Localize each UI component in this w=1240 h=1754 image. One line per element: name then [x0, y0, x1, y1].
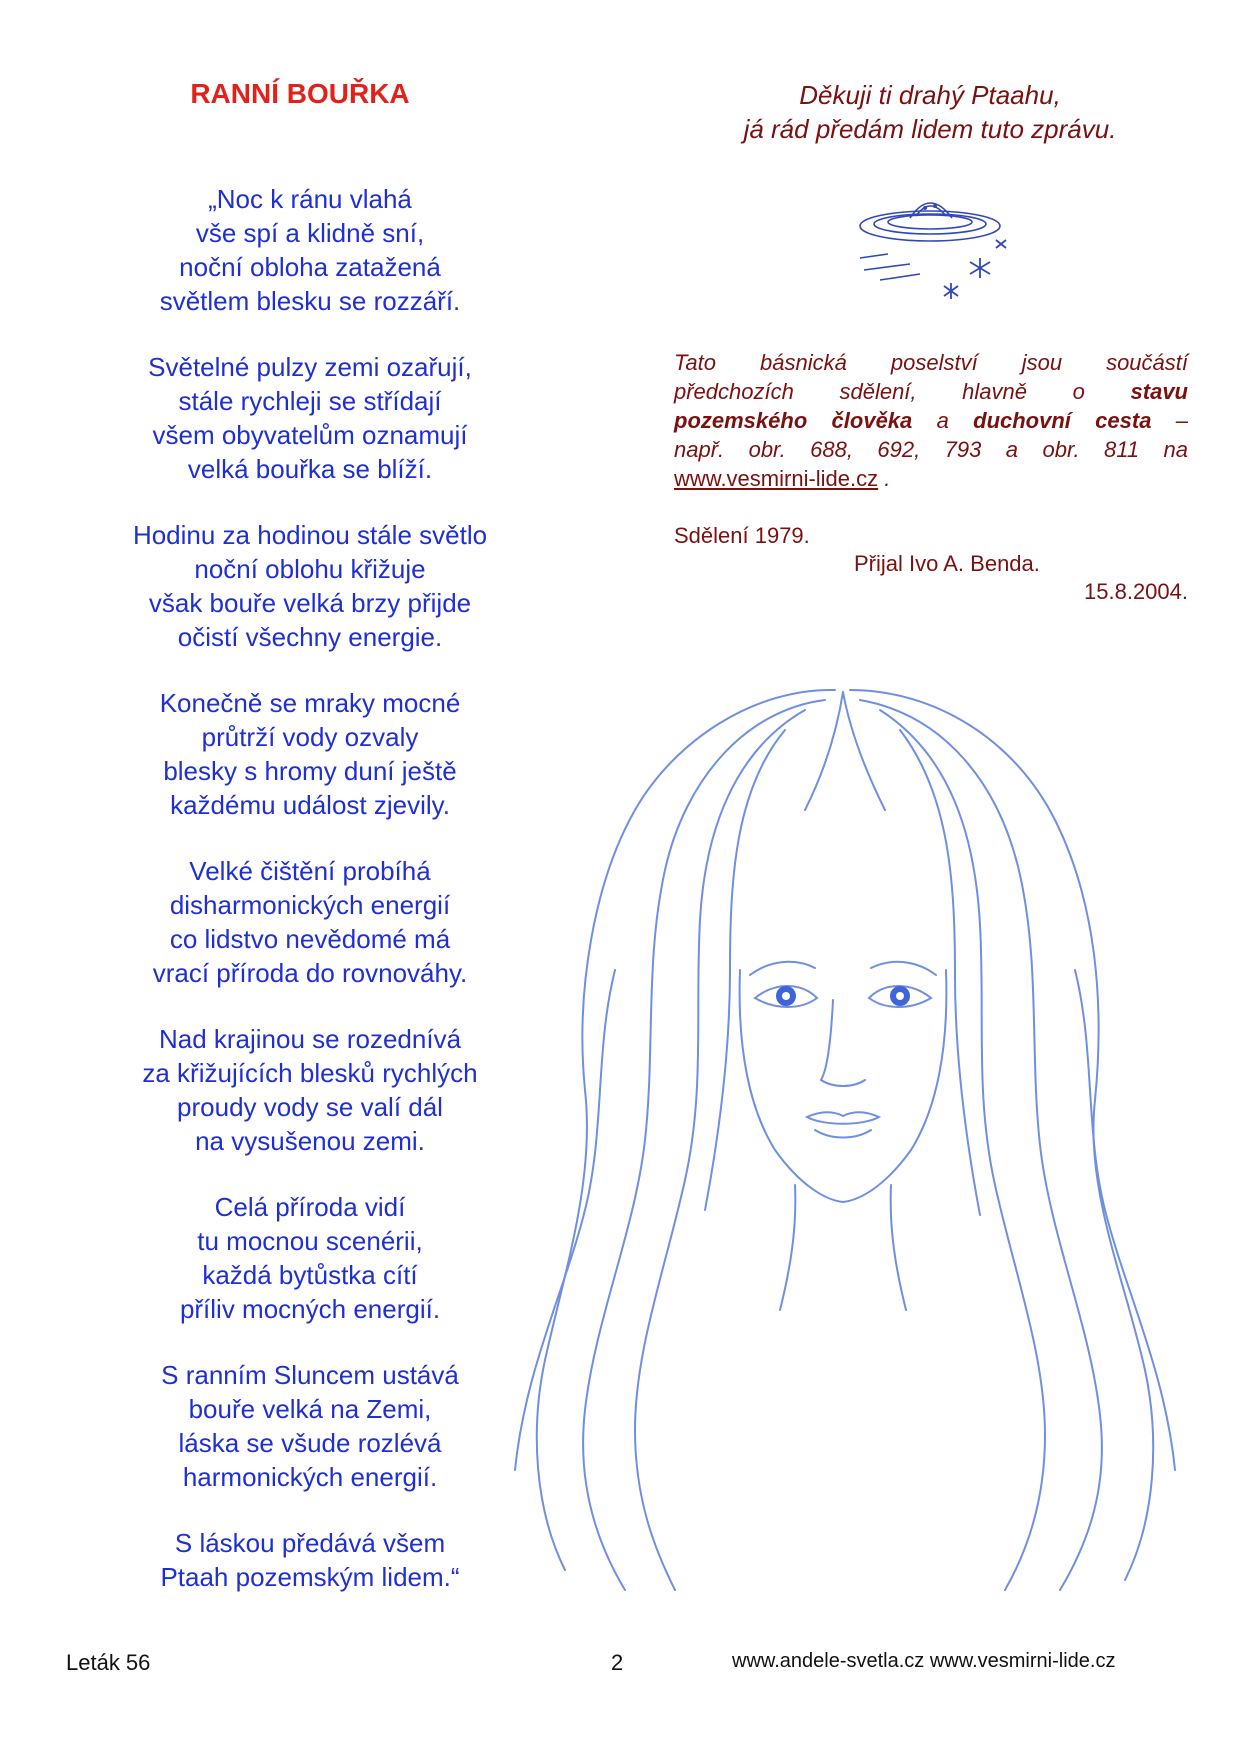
footer-websites: www.andele-svetla.cz www.vesmirni-lide.cz [732, 1650, 1116, 1672]
info-line-1: Tato básnická poselství jsou součástí [674, 350, 1188, 375]
footer-page-number: 2 [611, 1650, 624, 1675]
poem-line: „Noc k ránu vlahá [208, 184, 412, 214]
info-text: a [936, 408, 949, 433]
poem-line: vše spí a klidně sní, [195, 218, 425, 248]
poem-stanza [100, 1190, 520, 1326]
poem-line: očistí všechny energie. [177, 622, 443, 652]
poem-line: na vysušenou zemi. [195, 1126, 425, 1156]
info-bold: pozemského člověka [674, 408, 913, 433]
poem-line: světlem blesku se rozzáří. [159, 286, 461, 316]
info-bold: stavu [1130, 379, 1188, 404]
info-line-2 [674, 377, 1188, 406]
poem-stanza [100, 1022, 520, 1158]
poem-line: co lidstvo nevědomé má [169, 924, 451, 954]
poem-line: proudy vody se valí dál [177, 1092, 443, 1122]
poem-line: harmonických energií. [182, 1462, 438, 1492]
poem-line: velká bouřka se blíží. [187, 454, 433, 484]
poem-line: Ptaah pozemským lidem.“ [160, 1562, 460, 1592]
info-text: – [1175, 408, 1188, 433]
portrait-sketch [505, 670, 1185, 1600]
poem-line: tu mocnou scenérii, [197, 1226, 423, 1256]
poem-line: noční obloha zatažená [179, 252, 441, 282]
poem [100, 182, 520, 1626]
poem-line: za křižujících blesků rychlých [142, 1058, 478, 1088]
thanks-note [680, 78, 1180, 146]
poem-stanza [100, 518, 520, 654]
sdeleni-year: Sdělení 1979. [674, 523, 810, 548]
poem-stanza [100, 182, 520, 318]
received-by: Přijal Ivo A. Benda. [854, 551, 1040, 576]
poem-line: každému událost zjevily. [170, 790, 450, 820]
poem-line: S ranním Sluncem ustává [161, 1360, 459, 1390]
info-line-3 [674, 406, 1188, 435]
info-bold: duchovní cesta [973, 408, 1152, 433]
info-paragraph [674, 348, 1188, 493]
info-line-4: např. obr. 688, 692, 793 a obr. 811 na [674, 437, 1188, 462]
signature-block [674, 522, 1188, 606]
info-link[interactable]: www.vesmirni-lide.cz [674, 466, 879, 491]
poem-stanza [100, 686, 520, 822]
poem-stanza [100, 854, 520, 990]
info-text: předchozích sdělení, hlavně o [674, 379, 1085, 404]
poem-line: Velké čištění probíhá [189, 856, 431, 886]
poem-line: bouře velká na Zemi, [188, 1394, 432, 1424]
footer-leaflet-number: Leták 56 [66, 1650, 151, 1675]
poem-line: S láskou předává všem [174, 1528, 446, 1558]
poem-line: láska se všude rozlévá [178, 1428, 442, 1458]
ufo-illustration [840, 188, 1020, 318]
poem-line: stále rychleji se střídají [178, 386, 442, 416]
poem-line: všem obyvatelům oznamují [152, 420, 468, 450]
thanks-line: já rád předám lidem tuto zprávu. [743, 114, 1117, 144]
poem-stanza [100, 1526, 520, 1594]
poem-line: průtrží vody ozvaly [201, 722, 419, 752]
poem-stanza [100, 1358, 520, 1494]
poem-line: Světelné pulzy zemi ozařují, [148, 352, 472, 382]
thanks-line: Děkuji ti drahý Ptaahu, [799, 80, 1061, 110]
poem-line: vrací příroda do rovnováhy. [152, 958, 468, 988]
signature-date: 15.8.2004. [1084, 579, 1188, 604]
poem-line: každá bytůstka cítí [202, 1260, 418, 1290]
poem-line: Hodinu za hodinou stále světlo [132, 520, 488, 550]
poem-line: disharmonických energií [169, 890, 451, 920]
poem-title: RANNÍ BOUŘKA [190, 78, 410, 109]
poem-stanza [100, 350, 520, 486]
poem-line: Nad krajinou se rozednívá [158, 1024, 462, 1054]
poem-line: noční oblohu křižuje [194, 554, 426, 584]
poem-line: však bouře velká brzy přijde [148, 588, 472, 618]
info-link-suffix: . [878, 466, 891, 491]
poem-line: blesky s hromy duní ještě [163, 756, 457, 786]
poem-line: příliv mocných energií. [179, 1294, 441, 1324]
info-line-5 [674, 464, 1188, 493]
poem-line: Konečně se mraky mocné [159, 688, 461, 718]
poem-line: Celá příroda vidí [214, 1192, 406, 1222]
